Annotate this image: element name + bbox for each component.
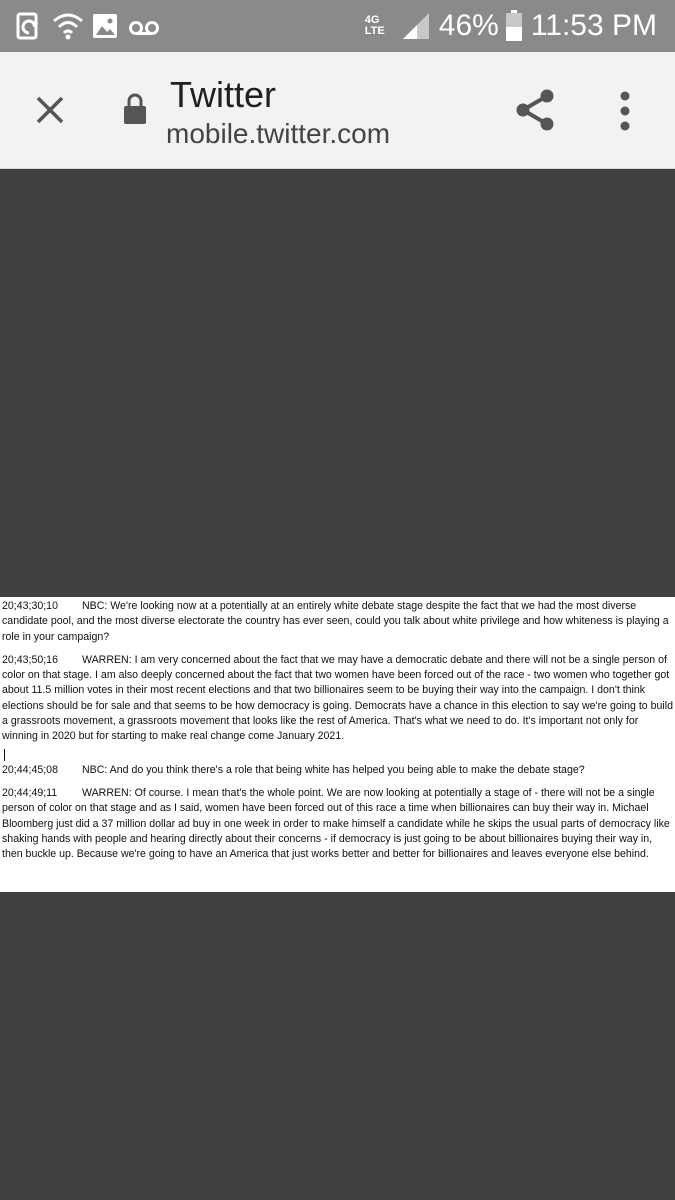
image-viewer-background-bottom: [0, 892, 675, 1200]
status-bar: [0, 0, 675, 52]
timestamp: 20;44;45;08: [2, 763, 58, 776]
overflow-menu-icon[interactable]: [610, 90, 640, 132]
clock: 11:53 PM: [530, 9, 657, 42]
page-url[interactable]: [166, 118, 396, 150]
status-right: [365, 0, 657, 52]
image-viewer-background-top: [0, 169, 675, 597]
transcript-text: WARREN: Of course. I mean that's the whole point. We are now looking at potentially a stage of - there will not be a single person of color on that stage and as I said, women have been forced out of this race a time when billionaires can buy their way in. Michael Bloomberg just did a 37 million dollar ad buy in one week in order to make himself a candidate while he skips the usual parts of democracy like shaking hands with people and hearing directly about their concerns - if democracy is just going to be about billionaires buying their way in, then buckle up. Because we're going to have an America that just works better and better for billionaires and leaves everyone else behind.: [2, 786, 670, 861]
transcript-text: NBC: We're looking now at a potentially at an entirely white debate stage despite the fact that we had the most diverse candidate pool, and the most diverse electorate the country has ever seen, could you talk about white privilege and how whiteness is playing a role in your campaign?: [2, 600, 669, 643]
battery-percent: 46%: [438, 9, 499, 42]
close-icon[interactable]: [30, 90, 70, 130]
transcript-entry: [2, 599, 673, 645]
image-icon: [92, 11, 118, 41]
timestamp: 20;43;30;10: [2, 600, 58, 612]
signal-icon: [401, 11, 431, 41]
transcript-entry: [2, 786, 673, 862]
voicemail-icon: [128, 11, 160, 41]
transcript-image[interactable]: [0, 597, 675, 892]
timestamp: 20;44;49;11: [2, 786, 58, 799]
page-url-text: mobile.twitter.com: [166, 118, 391, 149]
transcript-text: WARREN: I am very concerned about the fact that we may have a democratic debate and there will not be a single person of color on that stage. I am also deeply concerned about the fact that two women have been forced out of the race - two women who together got about 11.5 million votes in their most recent elections and that two billionaires seem to be buying their way into the campaign. I don't think elections should be for sale and that seems to be how democracy is going. Democrats have a chance in this election to say we're going to build a grassroots movement, a grassroots movement that looks like the rest of America. That's what we need to do. It's important not only for winning in 2020 but for starting to make real change come January 2021.: [2, 653, 673, 743]
transcript-entry: [2, 763, 673, 778]
lock-icon: [122, 92, 148, 126]
timestamp: 20;43;50;16: [2, 653, 58, 666]
transcript-text: NBC: And do you think there's a role that being white has helped you being able to make the debate stage?: [82, 763, 585, 776]
sync-icon: [16, 11, 42, 41]
share-icon[interactable]: [513, 88, 557, 132]
wifi-question-icon: [52, 11, 84, 41]
text-cursor: [4, 749, 5, 761]
battery-icon: [505, 10, 523, 42]
transcript-entry: [2, 653, 673, 745]
custom-tab-toolbar: [0, 52, 675, 169]
network-indicator: 4G LTE: [364, 14, 385, 37]
page-title: Twitter: [170, 74, 277, 115]
